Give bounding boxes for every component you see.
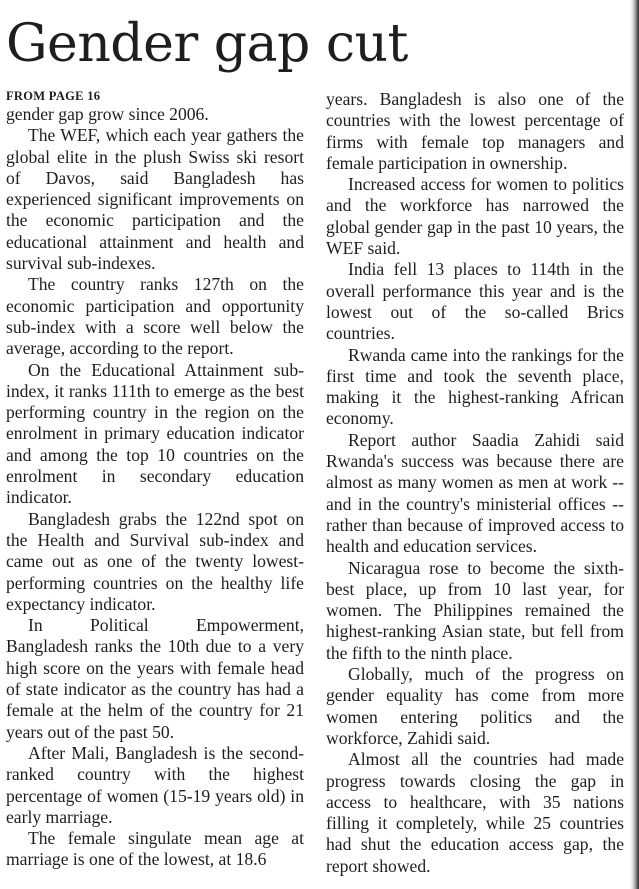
paragraph: Almost all the countries had made progress towards closing the gap in access to healthcare, with 35 nations filling it completely, while 25 countries had shut the education access gap, the report showed. — [326, 749, 624, 876]
paragraph: Increased access for women to politics and the workforce has narrowed the global gender gap in the past 10 years, the WEF said. — [326, 174, 624, 259]
article-column-right — [326, 89, 624, 877]
paragraph: The country ranks 127th on the economic participation and opportunity sub-index with a score well below the average, according to the report. — [6, 274, 304, 359]
continuation-kicker: FROM PAGE 16 — [6, 89, 101, 103]
paragraph: On the Educational Attainment sub-index, it ranks 111th to emerge as the best performing country in the region on the enrolment in primary education indicator and among the top 10 countries on the enrolment in secondary education indicator. — [6, 359, 304, 508]
paragraph: Bangladesh grabs the 122nd spot on the Health and Survival sub-index and came out as one of the twenty lowest-performing countries on the healthy life expectancy indicator. — [6, 508, 304, 614]
paragraph: The WEF, which each year gathers the global elite in the plush Swiss ski resort of Davos, said Bangladesh has experienced significant improvements on the economic participation and the educational attainment and health and survival sub-indexes. — [6, 125, 304, 274]
paragraph-political-empowerment: In Political Empowerment, Bangladesh ranks the 10th due to a very high score on the years with female head of state indicator as the country has had a female at the helm of the country for 21 years out of the past 50. — [6, 615, 304, 742]
paragraph: Nicaragua rose to become the sixth-best place, up from 10 last year, for women. The Philippines remained the highest-ranking Asian state, but fell from the fifth to the ninth place. — [326, 557, 624, 663]
page-edge-shadow — [630, 0, 639, 889]
paragraph: Rwanda came into the rankings for the first time and took the seventh place, making it the highest-ranking African economy. — [326, 344, 624, 429]
paragraph: India fell 13 places to 114th in the overall performance this year and is the lowest out of the so-called Brics countries. — [326, 259, 624, 344]
paragraph: Globally, much of the progress on gender equality has come from more women entering politics and the workforce, Zahidi said. — [326, 664, 624, 748]
headline: Gender gap cut — [6, 14, 408, 74]
paragraph-continued: years. Bangladesh is also one of the countries with the lowest percentage of firms with female top managers and female participation in ownership. — [326, 89, 624, 173]
paragraph: Report author Saadia Zahidi said Rwanda's success was because there are almost as many women as men at work -- and in the country's ministerial offices -- rather than because of improved access to health and education services. — [326, 429, 624, 557]
article-column-left — [6, 89, 304, 871]
paragraph-continued: gender gap grow since 2006. — [6, 104, 209, 124]
paragraph: After Mali, Bangladesh is the second-ranked country with the highest percentage of women (15-19 years old) in early marriage. — [6, 742, 304, 827]
paragraph: The female singulate mean age at marriage is one of the lowest, at 18.6 — [6, 828, 304, 870]
